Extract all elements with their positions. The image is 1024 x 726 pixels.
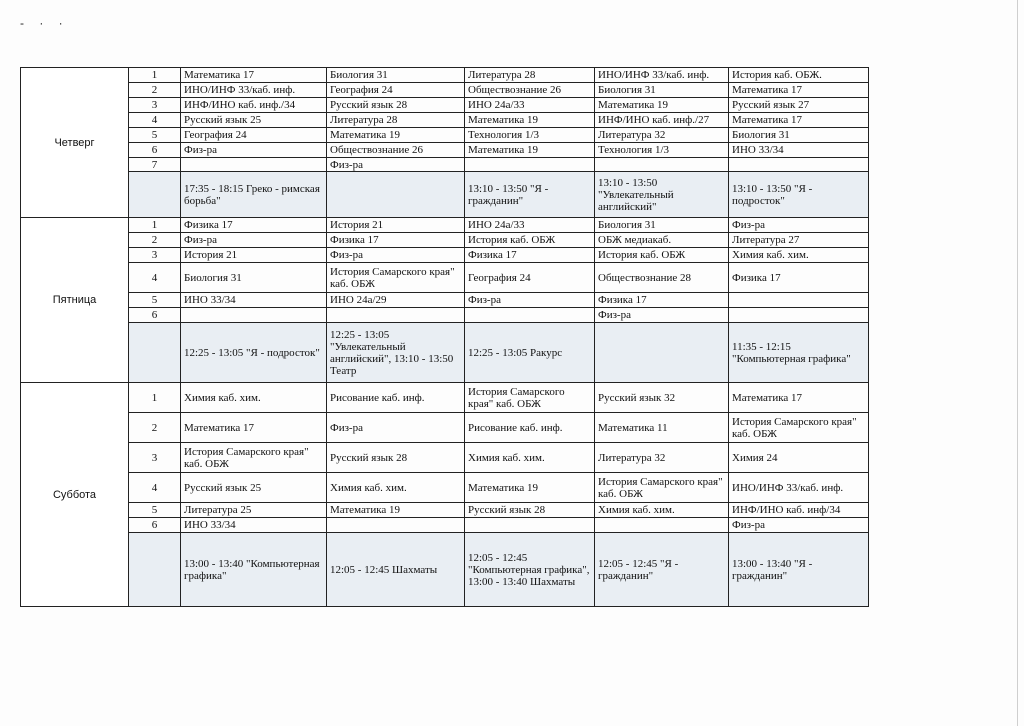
schedule-table [20, 67, 869, 607]
lesson-cell: Обществознание 26 [465, 83, 595, 98]
lesson-cell: ИНО/ИНФ 33/каб. инф. [181, 83, 327, 98]
lesson-cell [595, 518, 729, 533]
schedule-row [21, 443, 869, 473]
activity-cell: 12:25 - 13:05 "Я - подросток" [181, 323, 327, 383]
lesson-number: 3 [129, 98, 181, 113]
schedule-row [21, 308, 869, 323]
schedule-row [21, 98, 869, 113]
schedule-row [21, 83, 869, 98]
scan-mark: - · · [20, 16, 69, 30]
lesson-number: 2 [129, 83, 181, 98]
lesson-cell: Химия каб. хим. [181, 383, 327, 413]
lesson-number [129, 533, 181, 607]
lesson-cell [729, 293, 869, 308]
schedule-row [21, 68, 869, 83]
lesson-cell: Математика 19 [327, 503, 465, 518]
lesson-cell: ИНО/ИНФ 33/каб. инф. [729, 473, 869, 503]
lesson-cell: История каб. ОБЖ. [729, 68, 869, 83]
lesson-cell: Математика 17 [729, 83, 869, 98]
lesson-cell: Математика 17 [181, 413, 327, 443]
lesson-cell: Химия каб. хим. [729, 248, 869, 263]
lesson-cell: Физика 17 [327, 233, 465, 248]
lesson-cell: Литература 25 [181, 503, 327, 518]
lesson-cell: История Самарского края" каб. ОБЖ [327, 263, 465, 293]
lesson-cell: Биология 31 [181, 263, 327, 293]
lesson-cell [465, 308, 595, 323]
lesson-cell: Математика 17 [729, 383, 869, 413]
lesson-cell: История 21 [327, 218, 465, 233]
lesson-cell [595, 158, 729, 172]
lesson-cell: Литература 27 [729, 233, 869, 248]
lesson-cell: История 21 [181, 248, 327, 263]
schedule-row [21, 263, 869, 293]
lesson-cell [465, 158, 595, 172]
lesson-cell: Русский язык 28 [327, 443, 465, 473]
activity-cell [327, 172, 465, 218]
lesson-number: 6 [129, 518, 181, 533]
lesson-number: 4 [129, 263, 181, 293]
lesson-cell: Литература 28 [465, 68, 595, 83]
activity-cell: 11:35 - 12:15 "Компьютерная графика" [729, 323, 869, 383]
activity-cell: 12:25 - 13:05 Ракурс [465, 323, 595, 383]
schedule-row [21, 323, 869, 383]
lesson-cell: Химия каб. хим. [327, 473, 465, 503]
day-name: Четверг [21, 68, 129, 218]
lesson-cell: ИНФ/ИНО каб. инф/34 [729, 503, 869, 518]
lesson-cell: Биология 31 [327, 68, 465, 83]
lesson-number: 7 [129, 158, 181, 172]
lesson-cell: Русский язык 28 [465, 503, 595, 518]
lesson-cell: ИНФ/ИНО каб. инф./27 [595, 113, 729, 128]
lesson-cell: Рисование каб. инф. [465, 413, 595, 443]
schedule-row [21, 533, 869, 607]
lesson-number: 5 [129, 128, 181, 143]
lesson-cell: ИНО 33/34 [181, 518, 327, 533]
lesson-cell: Рисование каб. инф. [327, 383, 465, 413]
schedule-row [21, 413, 869, 443]
lesson-cell: Русский язык 32 [595, 383, 729, 413]
lesson-cell [327, 518, 465, 533]
page-edge-line [1017, 0, 1018, 726]
lesson-cell: Математика 19 [595, 98, 729, 113]
lesson-cell: Обществознание 28 [595, 263, 729, 293]
lesson-number: 5 [129, 293, 181, 308]
lesson-number: 4 [129, 113, 181, 128]
lesson-cell: ИНО 24а/33 [465, 218, 595, 233]
lesson-cell: Физ-ра [327, 158, 465, 172]
activity-cell [595, 323, 729, 383]
schedule-row [21, 158, 869, 172]
lesson-cell [181, 308, 327, 323]
lesson-number: 1 [129, 218, 181, 233]
lesson-number: 4 [129, 473, 181, 503]
lesson-cell: История Самарского края" каб. ОБЖ [729, 413, 869, 443]
lesson-cell: Математика 19 [465, 143, 595, 158]
lesson-cell: География 24 [181, 128, 327, 143]
activity-cell: 12:05 - 12:45 "Компьютерная графика", 13:00 - 13:40 Шахматы [465, 533, 595, 607]
day-name: Пятница [21, 218, 129, 383]
lesson-cell: Русский язык 25 [181, 113, 327, 128]
schedule-row [21, 293, 869, 308]
lesson-number [129, 323, 181, 383]
lesson-cell: ИНО 33/34 [729, 143, 869, 158]
lesson-cell: История Самарского края" каб. ОБЖ [595, 473, 729, 503]
lesson-cell: История каб. ОБЖ [595, 248, 729, 263]
activity-cell: 13:10 - 13:50 "Увлекательный английский" [595, 172, 729, 218]
lesson-cell: ИНО 24а/33 [465, 98, 595, 113]
activity-cell: 12:05 - 12:45 "Я - гражданин" [595, 533, 729, 607]
lesson-number: 1 [129, 383, 181, 413]
lesson-cell [327, 308, 465, 323]
lesson-number [129, 172, 181, 218]
activity-cell: 12:05 - 12:45 Шахматы [327, 533, 465, 607]
schedule-row [21, 172, 869, 218]
lesson-number: 3 [129, 248, 181, 263]
schedule-row [21, 113, 869, 128]
lesson-cell: Физика 17 [181, 218, 327, 233]
schedule-row [21, 383, 869, 413]
lesson-number: 3 [129, 443, 181, 473]
lesson-cell: Физ-ра [729, 218, 869, 233]
lesson-cell: История Самарского края" каб. ОБЖ [181, 443, 327, 473]
activity-cell: 12:25 - 13:05 "Увлекательный английский", 13:10 - 13:50 Театр [327, 323, 465, 383]
lesson-cell: Биология 31 [729, 128, 869, 143]
lesson-number: 2 [129, 233, 181, 248]
lesson-cell: ИНО/ИНФ 33/каб. инф. [595, 68, 729, 83]
lesson-cell: Физ-ра [181, 233, 327, 248]
lesson-cell: Физ-ра [181, 143, 327, 158]
lesson-cell: Математика 19 [465, 473, 595, 503]
lesson-cell: История Самарского края" каб. ОБЖ [465, 383, 595, 413]
lesson-cell: Физ-ра [327, 248, 465, 263]
lesson-cell: Физ-ра [327, 413, 465, 443]
lesson-cell [181, 158, 327, 172]
schedule-row [21, 233, 869, 248]
lesson-cell: Математика 19 [327, 128, 465, 143]
lesson-number: 2 [129, 413, 181, 443]
lesson-cell: Физ-ра [729, 518, 869, 533]
lesson-cell: Математика 17 [729, 113, 869, 128]
lesson-cell: Русский язык 28 [327, 98, 465, 113]
lesson-cell: Химия 24 [729, 443, 869, 473]
lesson-number: 1 [129, 68, 181, 83]
lesson-cell: Физика 17 [465, 248, 595, 263]
lesson-cell: Технология 1/3 [595, 143, 729, 158]
day-name: Суббота [21, 383, 129, 607]
lesson-cell: Биология 31 [595, 83, 729, 98]
lesson-cell: Химия каб. хим. [465, 443, 595, 473]
lesson-cell: Математика 17 [181, 68, 327, 83]
lesson-cell: Обществознание 26 [327, 143, 465, 158]
lesson-cell [729, 158, 869, 172]
lesson-cell: Биология 31 [595, 218, 729, 233]
schedule-row [21, 128, 869, 143]
lesson-cell: Физ-ра [595, 308, 729, 323]
schedule-row [21, 503, 869, 518]
lesson-cell [729, 308, 869, 323]
lesson-cell: География 24 [465, 263, 595, 293]
lesson-number: 5 [129, 503, 181, 518]
lesson-cell: Литература 32 [595, 443, 729, 473]
lesson-cell: Математика 19 [465, 113, 595, 128]
lesson-cell: Литература 32 [595, 128, 729, 143]
lesson-cell: ИНФ/ИНО каб. инф./34 [181, 98, 327, 113]
lesson-cell: Физика 17 [595, 293, 729, 308]
lesson-cell: Физ-ра [465, 293, 595, 308]
lesson-cell: ИНО 24а/29 [327, 293, 465, 308]
lesson-number: 6 [129, 308, 181, 323]
activity-cell: 13:10 - 13:50 "Я - подросток" [729, 172, 869, 218]
lesson-cell: Математика 11 [595, 413, 729, 443]
activity-cell: 17:35 - 18:15 Греко - римская борьба" [181, 172, 327, 218]
lesson-cell: Химия каб. хим. [595, 503, 729, 518]
activity-cell: 13:00 - 13:40 "Компьютерная графика" [181, 533, 327, 607]
lesson-cell: Русский язык 25 [181, 473, 327, 503]
lesson-cell: Физика 17 [729, 263, 869, 293]
lesson-cell: ОБЖ медиакаб. [595, 233, 729, 248]
schedule-row [21, 143, 869, 158]
schedule-row [21, 473, 869, 503]
activity-cell: 13:10 - 13:50 "Я - гражданин" [465, 172, 595, 218]
activity-cell: 13:00 - 13:40 "Я - гражданин" [729, 533, 869, 607]
lesson-cell: ИНО 33/34 [181, 293, 327, 308]
schedule-row [21, 248, 869, 263]
lesson-cell [465, 518, 595, 533]
lesson-cell: География 24 [327, 83, 465, 98]
lesson-cell: Литература 28 [327, 113, 465, 128]
schedule-row [21, 518, 869, 533]
schedule-row [21, 218, 869, 233]
lesson-cell: Русский язык 27 [729, 98, 869, 113]
lesson-number: 6 [129, 143, 181, 158]
lesson-cell: Технология 1/3 [465, 128, 595, 143]
lesson-cell: История каб. ОБЖ [465, 233, 595, 248]
